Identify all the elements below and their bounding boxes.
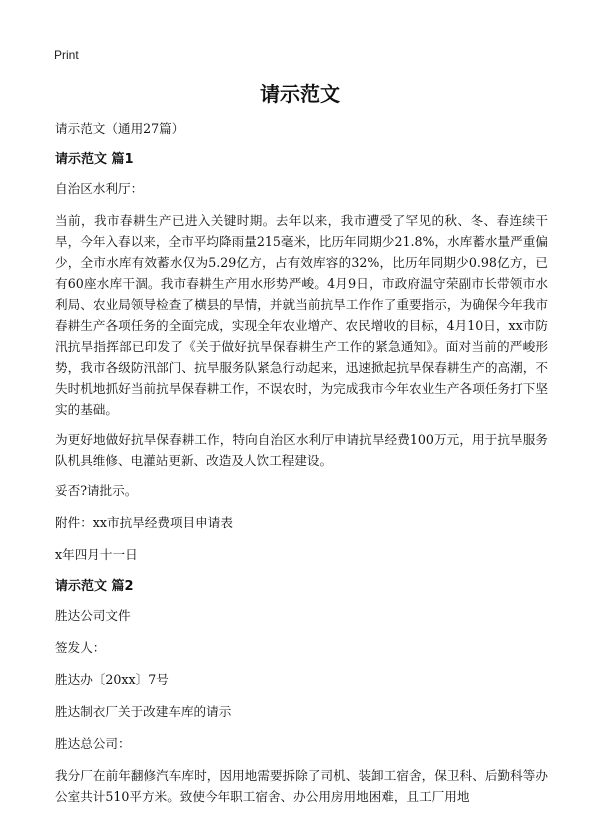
document-title: 请示范文 bbox=[260, 82, 340, 106]
section-heading-2: 请示范文 篇2 bbox=[55, 579, 134, 594]
section-heading-1: 请示范文 篇1 bbox=[55, 152, 134, 167]
paragraph: 胜达办〔20xx〕7号 bbox=[55, 672, 169, 687]
document-body bbox=[55, 118, 548, 816]
paragraph: 我分厂在前年翻修汽车库时，因用地需要拆除了司机、装卸工宿舍，保卫科、后勤科等办公室共计510平方米。致使今年职工宿舍、办公用房用地困难，且工厂用地 bbox=[55, 768, 548, 804]
paragraph: 胜达总公司： bbox=[55, 736, 131, 751]
paragraph: 胜达公司文件 bbox=[55, 608, 131, 623]
paragraph: 自治区水利厅： bbox=[55, 181, 144, 196]
paragraph: 胜达制衣厂关于改建车库的请示 bbox=[55, 704, 232, 719]
document-subtitle: 请示范文（通用27篇） bbox=[55, 121, 185, 136]
paragraph: 签发人： bbox=[55, 640, 106, 655]
paragraph: 附件：xx市抗旱经费项目申请表 bbox=[55, 515, 233, 530]
print-label[interactable]: Print bbox=[54, 48, 79, 62]
paragraph: 为更好地做好抗旱保春耕工作，特向自治区水利厅申请抗旱经费100万元，用于抗旱服务队机具维修、电灌站更新、改造及人饮工程建设。 bbox=[55, 432, 548, 468]
paragraph: 当前，我市春耕生产已进入关键时期。去年以来，我市遭受了罕见的秋、冬、春连续干旱，今年入春以来，全市平均降雨量215毫米，比历年同期少21.8%，水库蓄水量严重偏少，全市水库有效蓄水仅为5.29亿方，占有效库容的32%，比历年同期少0.98亿方，已有60座水库干涸。我市春耕生产用水形势严峻。4月9日，市政府温守荣副市长带领市水利局、农业局领导检查了横县的旱情，并就当前抗旱工作作了重要指示，为确保今年我市春耕生产各项任务的全面完成，实现全年农业增产、农民增收的目标，4月10日，xx市防汛抗旱指挥部已印发了《关于做好抗旱保春耕生产工作的紧急通知》。面对当前的严峻形势，我市各级防汛部门、抗旱服务队紧急行动起来，迅速掀起抗旱保春耕生产的高潮，不失时机地抓好当前抗旱保春耕工作，不误农时，为完成我市今年农业生产各项任务打下坚实的基础。 bbox=[55, 213, 548, 417]
paragraph: 妥否?请批示。 bbox=[55, 483, 138, 498]
paragraph: x年四月十一日 bbox=[55, 547, 138, 562]
